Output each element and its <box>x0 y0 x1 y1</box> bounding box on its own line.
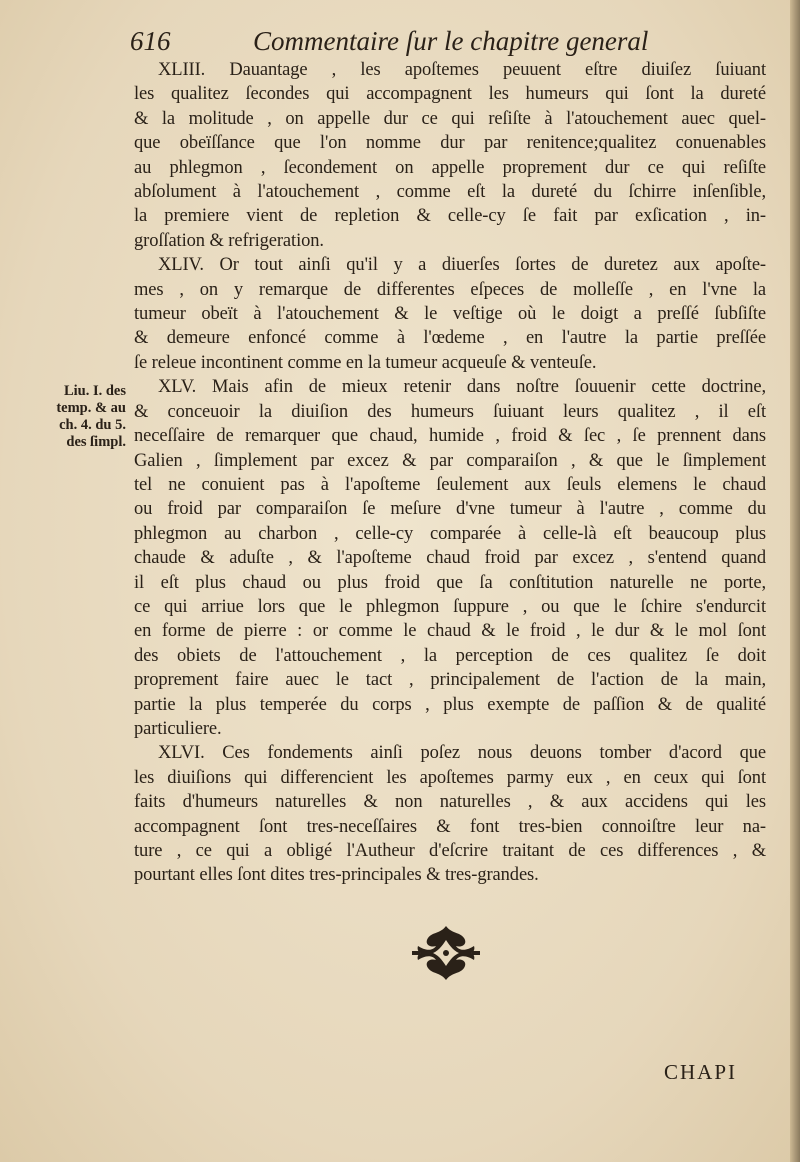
text-line: ou froid par comparaiſon ſe meſure d'vne tumeur à l'autre , comme du <box>134 499 766 520</box>
text-line: ture , ce qui a obligé l'Autheur d'eſcrire traitant de ces differences , & <box>134 841 766 861</box>
text-line: & demeure enfoncé comme à l'œdeme , en l'autre la partie preſſée <box>134 328 766 349</box>
text-line: Galien , ſimplement par excez & par comparaiſon , & que le ſimplement <box>134 450 766 471</box>
text-line: particuliere. <box>134 718 222 739</box>
text-line: ſe releue incontinent comme en la tumeur acqueuſe & venteuſe. <box>134 352 597 373</box>
text-line: tumeur obeït à l'atouchement & le veſtige où le doigt a preſſé ſubſiſte <box>134 304 766 325</box>
margin-note-line: Liu. I. des <box>63 383 126 399</box>
text-line: ce qui arriue lors que le phlegmon ſuppure , ou que le ſchire s'endurcit <box>134 596 766 617</box>
text-line: XLIII. Dauantage , les apoſtemes peuuent eſtre diuiſez ſuiuant <box>158 60 766 80</box>
catchword: CHAPI <box>664 1060 738 1084</box>
text-line: partie la plus temperée du corps , plus exempte de paſſion & de qualité <box>134 694 766 715</box>
running-header <box>120 24 740 58</box>
text-line: accompagnent ſont tres-neceſſaires & font tres-bien connoiſtre leur na- <box>134 816 766 837</box>
text-line: groſſation & refrigeration. <box>134 230 324 251</box>
text-line: tel ne conuient pas à l'apoſteme ſeulement aux ſeuls elemens le chaud <box>134 474 766 495</box>
text-line: mes , on y remarque de differentes eſpeces de molleſſe , en l'vne la <box>134 279 766 300</box>
text-line: des obiets de l'attouchement , la perception de ces qualitez ſe doit <box>134 645 766 666</box>
text-line: proprement faire auec le tact , principalement de l'action de la main, <box>134 670 766 691</box>
text-line: que obeïſſance que l'on nomme dur par renitence;qualitez conuenables <box>134 133 766 154</box>
text-line: chaude & aduſte , & l'apoſteme chaud froid par excez , s'entend quand <box>134 548 766 569</box>
margin-note-line: ch. 4. du 5. <box>59 417 126 433</box>
text-line: abſolument à l'atouchement , comme eſt la dureté du ſchirre inſenſible, <box>134 182 766 203</box>
text-line: pourtant elles ſont dites tres-principales & tres-grandes. <box>134 865 539 886</box>
running-title: Commentaire ſur le chapitre general <box>253 26 649 56</box>
text-line: faits d'humeurs naturelles & non naturelles , & aux accidens qui les <box>134 792 766 813</box>
text-line: en forme de pierre : or comme le chaud & le froid , le dur & le mol ſont <box>134 621 766 642</box>
text-line: XLVI. Ces fondements ainſi poſez nous deuons tomber d'acord que <box>158 743 766 764</box>
margin-note <box>44 383 126 451</box>
text-line: & la molitude , on appelle dur ce qui reſiſte à l'atouchement auec quel- <box>134 108 766 129</box>
text-line: au phlegmon , ſecondement on appelle proprement dur ce qui reſiſte <box>134 157 766 178</box>
fleuron-ornament <box>410 922 482 984</box>
text-line: la premiere vient de repletion & celle-cy ſe fait par exſication , in- <box>134 206 766 227</box>
text-line: XLV. Mais afin de mieux retenir dans noſtre ſouuenir cette doctrine, <box>158 377 766 398</box>
page-number: 616 <box>130 26 171 56</box>
text-line: il eſt plus chaud ou plus froid que ſa conſtitution naturelle ne porte, <box>134 572 766 593</box>
text-line: les diuiſions qui differencient les apoſtemes parmy eux , en ceux qui ſont <box>134 767 766 788</box>
text-line: neceſſaire de remarquer que chaud, humide , froid & ſec , ſe prennent dans <box>134 426 766 447</box>
text-line: phlegmon au charbon , celle-cy comparée à celle-là eſt beaucoup plus <box>134 523 766 544</box>
body-text <box>134 58 766 888</box>
page-edge <box>790 0 800 1162</box>
margin-note-line: des ſimpl. <box>66 434 126 450</box>
text-line: XLIV. Or tout ainſi qu'il y a diuerſes ſortes de duretez aux apoſte- <box>158 255 766 276</box>
text-line: & conceuoir la diuiſion des humeurs ſuiuant leurs qualitez , il eſt <box>134 401 766 422</box>
margin-note-line: temp. & au <box>56 400 126 416</box>
text-line: les qualitez ſecondes qui accompagnent les humeurs qui ſont la dureté <box>134 84 766 105</box>
